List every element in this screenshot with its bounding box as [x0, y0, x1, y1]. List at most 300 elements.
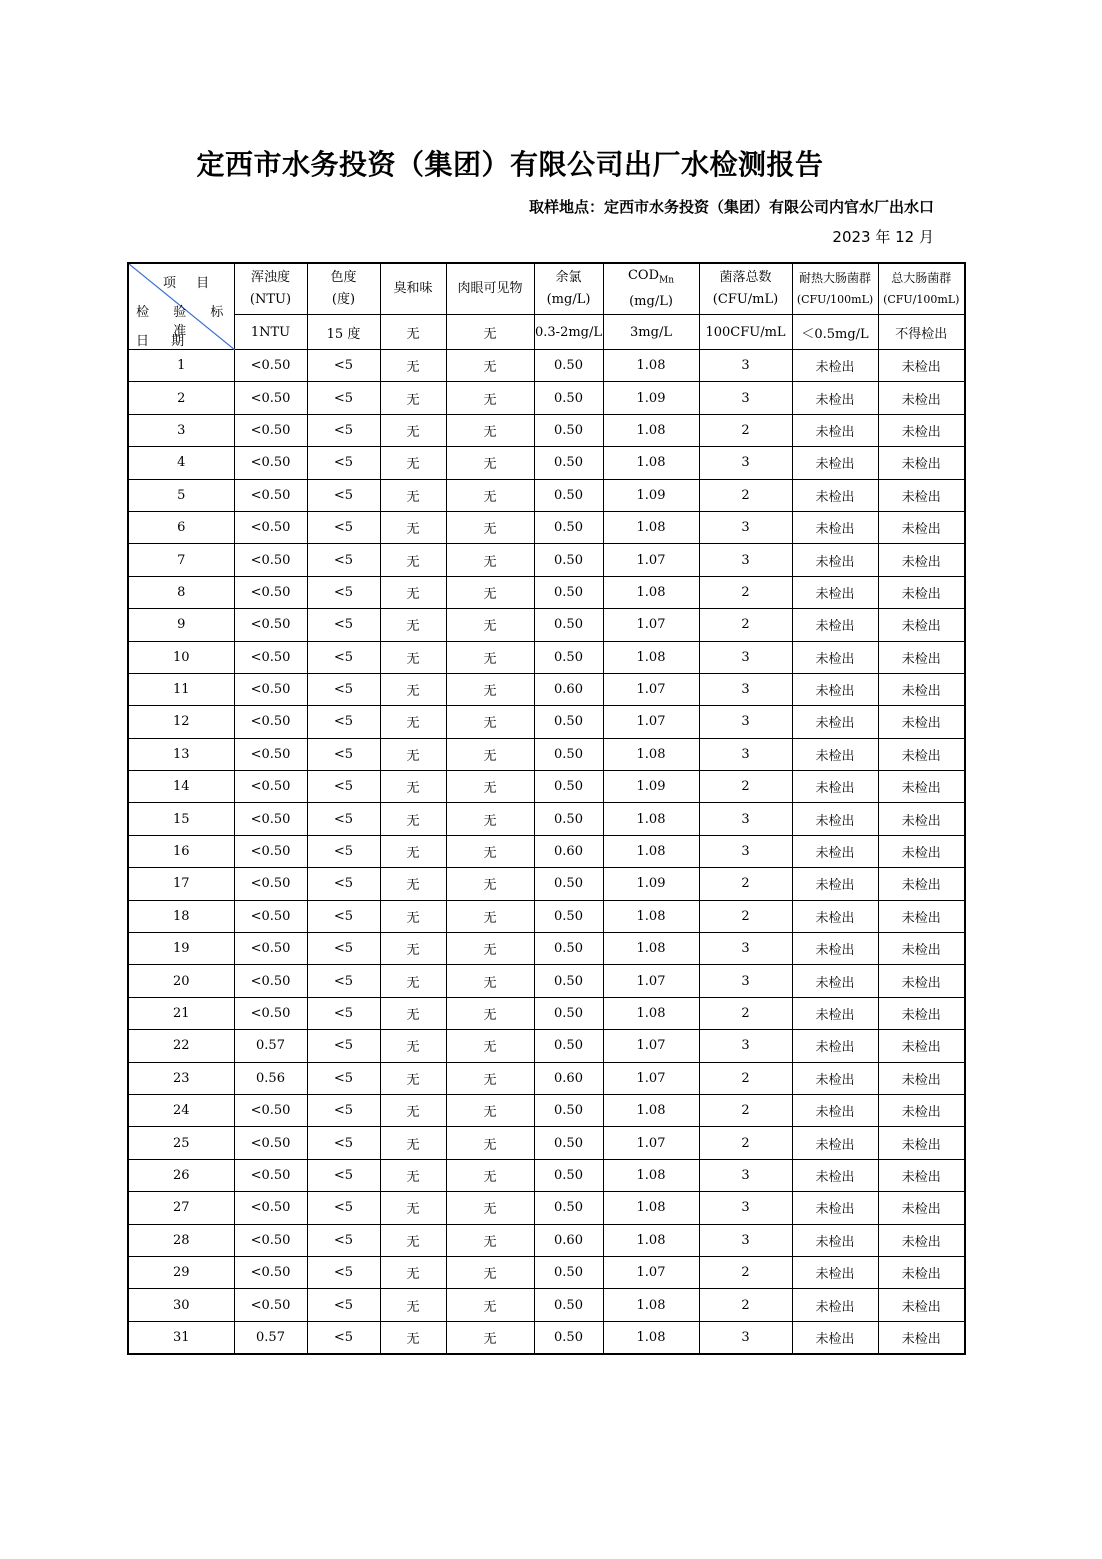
cell-total-coliform: 未检出 — [878, 1224, 965, 1256]
header-standard-row — [128, 315, 965, 350]
cell-total-coliform: 未检出 — [878, 835, 965, 867]
cell-cod-mn: 1.08 — [603, 447, 699, 479]
cell-cod-mn: 1.07 — [603, 706, 699, 738]
cell-turbidity: <0.50 — [234, 1192, 307, 1224]
cell-residual-chlorine: 0.60 — [534, 673, 603, 705]
cell-turbidity: 0.56 — [234, 1062, 307, 1094]
cell-date: 6 — [128, 511, 234, 543]
cell-turbidity: <0.50 — [234, 1159, 307, 1191]
cell-cod-mn: 1.08 — [603, 350, 699, 382]
cell-color: <5 — [307, 1094, 380, 1126]
table-row — [128, 1192, 965, 1224]
cell-cod-mn: 1.08 — [603, 1289, 699, 1321]
cell-odor-taste: 无 — [380, 544, 446, 576]
cell-residual-chlorine: 0.50 — [534, 1159, 603, 1191]
table-row — [128, 1127, 965, 1159]
cell-residual-chlorine: 0.50 — [534, 933, 603, 965]
col-unit: (CFU/100mL) — [883, 293, 960, 306]
cell-residual-chlorine: 0.50 — [534, 1127, 603, 1159]
cell-color: <5 — [307, 1321, 380, 1354]
cell-visible-matter: 无 — [446, 1289, 534, 1321]
cell-odor-taste: 无 — [380, 414, 446, 446]
table-row — [128, 576, 965, 608]
cell-turbidity: <0.50 — [234, 738, 307, 770]
cell-residual-chlorine: 0.50 — [534, 997, 603, 1029]
cell-visible-matter: 无 — [446, 1030, 534, 1062]
cell-cod-mn: 1.08 — [603, 835, 699, 867]
cell-color: <5 — [307, 835, 380, 867]
standard-total-coliform: 不得检出 — [878, 315, 965, 350]
cell-total-colony: 3 — [699, 1321, 792, 1354]
cell-cod-mn: 1.08 — [603, 738, 699, 770]
col-header-turbidity — [234, 263, 307, 315]
table-row — [128, 1094, 965, 1126]
cell-visible-matter: 无 — [446, 1094, 534, 1126]
cell-total-coliform: 未检出 — [878, 1030, 965, 1062]
cell-residual-chlorine: 0.50 — [534, 900, 603, 932]
cell-total-colony: 2 — [699, 868, 792, 900]
cell-turbidity: <0.50 — [234, 447, 307, 479]
cell-date: 2 — [128, 382, 234, 414]
cell-odor-taste: 无 — [380, 673, 446, 705]
cell-total-colony: 2 — [699, 900, 792, 932]
cell-color: <5 — [307, 609, 380, 641]
cell-date: 19 — [128, 933, 234, 965]
cell-visible-matter: 无 — [446, 1321, 534, 1354]
cell-total-coliform: 未检出 — [878, 673, 965, 705]
cell-cod-mn: 1.09 — [603, 771, 699, 803]
cell-color: <5 — [307, 900, 380, 932]
cell-total-colony: 2 — [699, 1062, 792, 1094]
cell-turbidity: <0.50 — [234, 868, 307, 900]
cell-turbidity: <0.50 — [234, 544, 307, 576]
cell-date: 8 — [128, 576, 234, 608]
cell-visible-matter: 无 — [446, 1224, 534, 1256]
cell-color: <5 — [307, 1192, 380, 1224]
cell-total-colony: 3 — [699, 1192, 792, 1224]
table-row — [128, 706, 965, 738]
cell-total-coliform: 未检出 — [878, 771, 965, 803]
sampling-location: 取样地点：定西市水务投资（集团）有限公司内官水厂出水口 — [528, 198, 934, 216]
cell-total-coliform: 未检出 — [878, 933, 965, 965]
cell-date: 11 — [128, 673, 234, 705]
cell-color: <5 — [307, 1127, 380, 1159]
cell-color: <5 — [307, 868, 380, 900]
cell-residual-chlorine: 0.50 — [534, 447, 603, 479]
cell-odor-taste: 无 — [380, 900, 446, 932]
col-name: 肉眼可见物 — [457, 281, 523, 296]
cell-total-coliform: 未检出 — [878, 706, 965, 738]
cell-odor-taste: 无 — [380, 771, 446, 803]
cell-total-colony: 2 — [699, 771, 792, 803]
table-row — [128, 1159, 965, 1191]
cell-cod-mn: 1.08 — [603, 1094, 699, 1126]
col-header-color — [307, 263, 380, 315]
cell-odor-taste: 无 — [380, 933, 446, 965]
cell-visible-matter: 无 — [446, 1127, 534, 1159]
cell-visible-matter: 无 — [446, 1256, 534, 1288]
cell-date: 5 — [128, 479, 234, 511]
cell-thermotolerant-coliform: 未检出 — [792, 382, 878, 414]
cell-odor-taste: 无 — [380, 447, 446, 479]
table-row — [128, 382, 965, 414]
cell-cod-mn: 1.08 — [603, 576, 699, 608]
col-name: COD — [627, 267, 659, 283]
cell-residual-chlorine: 0.60 — [534, 835, 603, 867]
col-header-total-colony — [699, 263, 792, 315]
cell-total-coliform: 未检出 — [878, 738, 965, 770]
cell-visible-matter: 无 — [446, 544, 534, 576]
cell-visible-matter: 无 — [446, 609, 534, 641]
cell-cod-mn: 1.07 — [603, 1256, 699, 1288]
cell-color: <5 — [307, 1062, 380, 1094]
cell-visible-matter: 无 — [446, 511, 534, 543]
cell-total-colony: 3 — [699, 1159, 792, 1191]
table-row — [128, 868, 965, 900]
cell-visible-matter: 无 — [446, 868, 534, 900]
cell-turbidity: 0.57 — [234, 1030, 307, 1062]
cell-thermotolerant-coliform: 未检出 — [792, 673, 878, 705]
cell-total-colony: 3 — [699, 738, 792, 770]
cell-residual-chlorine: 0.50 — [534, 1030, 603, 1062]
cell-visible-matter: 无 — [446, 382, 534, 414]
table-row — [128, 447, 965, 479]
cell-thermotolerant-coliform: 未检出 — [792, 1159, 878, 1191]
cell-residual-chlorine: 0.60 — [534, 1224, 603, 1256]
cell-odor-taste: 无 — [380, 738, 446, 770]
cell-visible-matter: 无 — [446, 1159, 534, 1191]
cell-residual-chlorine: 0.50 — [534, 414, 603, 446]
cell-total-coliform: 未检出 — [878, 997, 965, 1029]
cell-odor-taste: 无 — [380, 1094, 446, 1126]
cell-color: <5 — [307, 706, 380, 738]
cell-total-coliform: 未检出 — [878, 900, 965, 932]
cell-turbidity: <0.50 — [234, 350, 307, 382]
cell-visible-matter: 无 — [446, 738, 534, 770]
cell-color: <5 — [307, 414, 380, 446]
cell-color: <5 — [307, 965, 380, 997]
cell-total-colony: 3 — [699, 382, 792, 414]
cell-total-coliform: 未检出 — [878, 350, 965, 382]
cell-visible-matter: 无 — [446, 803, 534, 835]
cell-color: <5 — [307, 382, 380, 414]
table-row — [128, 641, 965, 673]
cell-total-colony: 3 — [699, 447, 792, 479]
cell-total-colony: 2 — [699, 1094, 792, 1126]
cell-color: <5 — [307, 1224, 380, 1256]
cell-date: 13 — [128, 738, 234, 770]
cell-color: <5 — [307, 641, 380, 673]
cell-date: 25 — [128, 1127, 234, 1159]
cell-odor-taste: 无 — [380, 1127, 446, 1159]
cell-cod-mn: 1.09 — [603, 479, 699, 511]
cell-total-colony: 3 — [699, 544, 792, 576]
cell-odor-taste: 无 — [380, 1224, 446, 1256]
cell-odor-taste: 无 — [380, 350, 446, 382]
cell-thermotolerant-coliform: 未检出 — [792, 1127, 878, 1159]
cell-date: 15 — [128, 803, 234, 835]
table-row — [128, 414, 965, 446]
col-unit: (NTU) — [249, 292, 292, 307]
cell-date: 24 — [128, 1094, 234, 1126]
cell-date: 3 — [128, 414, 234, 446]
cell-thermotolerant-coliform: 未检出 — [792, 900, 878, 932]
cell-thermotolerant-coliform: 未检出 — [792, 738, 878, 770]
col-name: 余氯 — [555, 270, 582, 285]
cell-residual-chlorine: 0.50 — [534, 479, 603, 511]
cell-thermotolerant-coliform: 未检出 — [792, 350, 878, 382]
cell-date: 21 — [128, 997, 234, 1029]
cell-cod-mn: 1.07 — [603, 609, 699, 641]
cell-color: <5 — [307, 933, 380, 965]
cell-cod-mn: 1.08 — [603, 414, 699, 446]
cell-date: 17 — [128, 868, 234, 900]
cell-cod-mn: 1.09 — [603, 868, 699, 900]
standard-thermotolerant-coliform: ＜0.5mg/L — [792, 315, 878, 350]
cell-odor-taste: 无 — [380, 868, 446, 900]
cell-visible-matter: 无 — [446, 447, 534, 479]
cell-thermotolerant-coliform: 未检出 — [792, 1030, 878, 1062]
cell-date: 4 — [128, 447, 234, 479]
cell-thermotolerant-coliform: 未检出 — [792, 933, 878, 965]
cell-residual-chlorine: 0.50 — [534, 1321, 603, 1354]
cell-cod-mn: 1.08 — [603, 1159, 699, 1191]
cell-color: <5 — [307, 544, 380, 576]
cell-visible-matter: 无 — [446, 900, 534, 932]
cell-thermotolerant-coliform: 未检出 — [792, 1062, 878, 1094]
cell-total-colony: 3 — [699, 1030, 792, 1062]
table-row — [128, 1224, 965, 1256]
cell-turbidity: <0.50 — [234, 511, 307, 543]
cell-turbidity: <0.50 — [234, 933, 307, 965]
cell-cod-mn: 1.08 — [603, 641, 699, 673]
cell-cod-mn: 1.07 — [603, 1062, 699, 1094]
cell-total-colony: 3 — [699, 933, 792, 965]
cell-residual-chlorine: 0.50 — [534, 706, 603, 738]
standard-visible-matter: 无 — [446, 315, 534, 350]
cell-total-coliform: 未检出 — [878, 1321, 965, 1354]
cell-odor-taste: 无 — [380, 609, 446, 641]
cell-turbidity: <0.50 — [234, 1127, 307, 1159]
table-row — [128, 933, 965, 965]
cell-color: <5 — [307, 673, 380, 705]
cell-color: <5 — [307, 997, 380, 1029]
cell-total-colony: 3 — [699, 673, 792, 705]
cell-turbidity: <0.50 — [234, 1289, 307, 1321]
cell-odor-taste: 无 — [380, 1159, 446, 1191]
table-row — [128, 544, 965, 576]
cell-cod-mn: 1.07 — [603, 1030, 699, 1062]
cell-residual-chlorine: 0.50 — [534, 382, 603, 414]
cell-odor-taste: 无 — [380, 706, 446, 738]
standard-total-colony: 100CFU/mL — [699, 315, 792, 350]
cell-odor-taste: 无 — [380, 576, 446, 608]
col-header-visible-matter — [446, 263, 534, 315]
cell-thermotolerant-coliform: 未检出 — [792, 868, 878, 900]
cell-color: <5 — [307, 479, 380, 511]
cell-turbidity: <0.50 — [234, 479, 307, 511]
col-header-odor-taste — [380, 263, 446, 315]
cell-color: <5 — [307, 738, 380, 770]
cell-date: 29 — [128, 1256, 234, 1288]
cell-turbidity: <0.50 — [234, 1224, 307, 1256]
table-row — [128, 1062, 965, 1094]
cell-visible-matter: 无 — [446, 1192, 534, 1224]
cell-thermotolerant-coliform: 未检出 — [792, 1094, 878, 1126]
table-body — [128, 350, 965, 1355]
cell-odor-taste: 无 — [380, 1256, 446, 1288]
cell-total-coliform: 未检出 — [878, 382, 965, 414]
cell-thermotolerant-coliform: 未检出 — [792, 1192, 878, 1224]
col-unit: (CFU/mL) — [712, 292, 779, 307]
standard-turbidity: 1NTU — [234, 315, 307, 350]
col-name: 菌落总数 — [719, 270, 772, 285]
corner-header-cell — [128, 263, 234, 350]
col-header-cod-mn — [603, 263, 699, 315]
cell-date: 18 — [128, 900, 234, 932]
col-unit: (度) — [331, 292, 356, 307]
cell-odor-taste: 无 — [380, 382, 446, 414]
cell-total-colony: 2 — [699, 609, 792, 641]
cell-thermotolerant-coliform: 未检出 — [792, 835, 878, 867]
cell-total-colony: 3 — [699, 835, 792, 867]
cell-total-coliform: 未检出 — [878, 447, 965, 479]
cell-visible-matter: 无 — [446, 641, 534, 673]
cell-cod-mn: 1.08 — [603, 1224, 699, 1256]
cell-cod-mn: 1.08 — [603, 933, 699, 965]
cell-turbidity: <0.50 — [234, 641, 307, 673]
cell-turbidity: <0.50 — [234, 900, 307, 932]
table-row — [128, 511, 965, 543]
cell-residual-chlorine: 0.50 — [534, 511, 603, 543]
cell-odor-taste: 无 — [380, 835, 446, 867]
cell-thermotolerant-coliform: 未检出 — [792, 414, 878, 446]
table-row — [128, 1256, 965, 1288]
cell-total-coliform: 未检出 — [878, 1192, 965, 1224]
cell-color: <5 — [307, 1289, 380, 1321]
corner-item-label: 项 目 — [163, 276, 218, 291]
cell-cod-mn: 1.07 — [603, 544, 699, 576]
col-unit: (mg/L) — [546, 292, 591, 307]
cell-odor-taste: 无 — [380, 1062, 446, 1094]
cell-thermotolerant-coliform: 未检出 — [792, 447, 878, 479]
cell-total-coliform: 未检出 — [878, 479, 965, 511]
col-unit: (mg/L) — [629, 294, 673, 310]
col-name: 臭和味 — [393, 281, 433, 296]
cell-cod-mn: 1.07 — [603, 1127, 699, 1159]
cell-thermotolerant-coliform: 未检出 — [792, 576, 878, 608]
cell-total-colony: 2 — [699, 1127, 792, 1159]
cell-color: <5 — [307, 511, 380, 543]
col-header-total-coliform — [878, 263, 965, 315]
cell-visible-matter: 无 — [446, 479, 534, 511]
cell-total-coliform: 未检出 — [878, 965, 965, 997]
cell-turbidity: <0.50 — [234, 673, 307, 705]
cell-residual-chlorine: 0.50 — [534, 771, 603, 803]
cell-thermotolerant-coliform: 未检出 — [792, 479, 878, 511]
cell-total-coliform: 未检出 — [878, 511, 965, 543]
cell-thermotolerant-coliform: 未检出 — [792, 544, 878, 576]
cell-odor-taste: 无 — [380, 1030, 446, 1062]
cell-turbidity: <0.50 — [234, 803, 307, 835]
table-row — [128, 803, 965, 835]
cell-turbidity: <0.50 — [234, 965, 307, 997]
corner-standard-label: 检 验 标 准 — [136, 305, 234, 339]
col-name: 耐热大肠菌群 — [798, 271, 871, 285]
cell-total-coliform: 未检出 — [878, 1094, 965, 1126]
cell-thermotolerant-coliform: 未检出 — [792, 1321, 878, 1354]
cell-visible-matter: 无 — [446, 1062, 534, 1094]
cell-total-colony: 2 — [699, 1289, 792, 1321]
cell-visible-matter: 无 — [446, 350, 534, 382]
col-header-thermotolerant-coliform — [792, 263, 878, 315]
cell-odor-taste: 无 — [380, 803, 446, 835]
cell-odor-taste: 无 — [380, 511, 446, 543]
cell-total-coliform: 未检出 — [878, 414, 965, 446]
cell-total-coliform: 未检出 — [878, 803, 965, 835]
cell-date: 7 — [128, 544, 234, 576]
col-subscript: Mn — [659, 275, 675, 286]
cell-turbidity: <0.50 — [234, 609, 307, 641]
cell-visible-matter: 无 — [446, 771, 534, 803]
cell-odor-taste: 无 — [380, 641, 446, 673]
cell-residual-chlorine: 0.50 — [534, 1192, 603, 1224]
cell-color: <5 — [307, 803, 380, 835]
cell-date: 26 — [128, 1159, 234, 1191]
table-row — [128, 771, 965, 803]
cell-total-colony: 3 — [699, 1224, 792, 1256]
cell-total-colony: 2 — [699, 414, 792, 446]
cell-total-colony: 2 — [699, 576, 792, 608]
cell-turbidity: 0.57 — [234, 1321, 307, 1354]
cell-residual-chlorine: 0.50 — [534, 738, 603, 770]
cell-color: <5 — [307, 576, 380, 608]
cell-date: 1 — [128, 350, 234, 382]
cell-color: <5 — [307, 1159, 380, 1191]
cell-visible-matter: 无 — [446, 933, 534, 965]
cell-odor-taste: 无 — [380, 965, 446, 997]
cell-total-colony: 3 — [699, 706, 792, 738]
table-row — [128, 1289, 965, 1321]
cell-date: 31 — [128, 1321, 234, 1354]
corner-date-label: 日 期 — [136, 334, 194, 349]
cell-odor-taste: 无 — [380, 1192, 446, 1224]
cell-residual-chlorine: 0.50 — [534, 544, 603, 576]
cell-total-coliform: 未检出 — [878, 576, 965, 608]
cell-thermotolerant-coliform: 未检出 — [792, 641, 878, 673]
cell-thermotolerant-coliform: 未检出 — [792, 1289, 878, 1321]
cell-date: 10 — [128, 641, 234, 673]
cell-turbidity: <0.50 — [234, 997, 307, 1029]
cell-thermotolerant-coliform: 未检出 — [792, 771, 878, 803]
col-header-residual-chlorine — [534, 263, 603, 315]
cell-cod-mn: 1.07 — [603, 965, 699, 997]
cell-residual-chlorine: 0.50 — [534, 576, 603, 608]
cell-total-coliform: 未检出 — [878, 1289, 965, 1321]
cell-visible-matter: 无 — [446, 673, 534, 705]
cell-total-colony: 3 — [699, 965, 792, 997]
cell-color: <5 — [307, 447, 380, 479]
table-row — [128, 479, 965, 511]
table-row — [128, 1321, 965, 1354]
col-name: 总大肠菌群 — [891, 271, 952, 285]
standard-residual-chlorine: 0.3-2mg/L — [534, 315, 603, 350]
cell-cod-mn: 1.08 — [603, 1321, 699, 1354]
cell-date: 9 — [128, 609, 234, 641]
cell-residual-chlorine: 0.50 — [534, 868, 603, 900]
cell-thermotolerant-coliform: 未检出 — [792, 706, 878, 738]
cell-total-coliform: 未检出 — [878, 868, 965, 900]
